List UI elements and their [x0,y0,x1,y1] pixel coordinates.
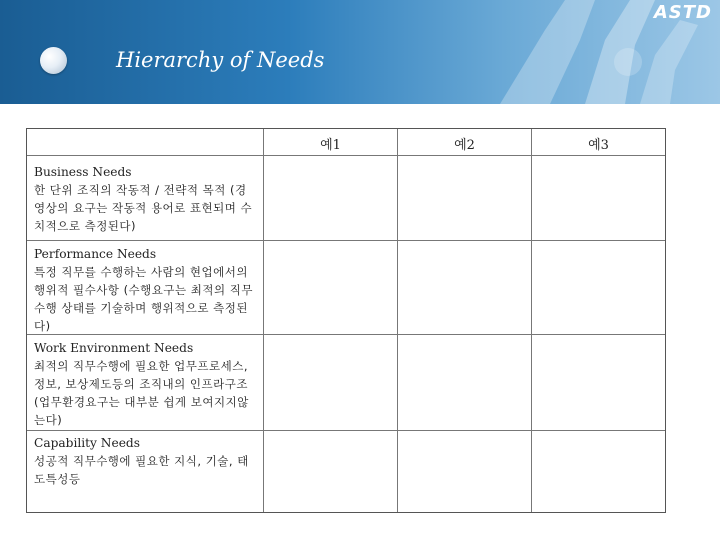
page-title: Hierarchy of Needs [116,48,325,72]
row-work-environment-needs [34,339,258,429]
row-label: Capability Needs [34,436,140,450]
row-description: 한 단위 조직의 작동적 / 전략적 목적 (경영상의 요구는 작동적 용어로 표현되며 수치적으로 측정된다) [34,183,253,233]
column-header-2: 예2 [454,138,475,153]
column-header-3: 예3 [588,138,609,153]
row-label: Business Needs [34,165,132,179]
title-banner [0,0,720,104]
row-label: Performance Needs [34,247,157,261]
row-description: 최적의 직무수행에 필요한 업무프로세스, 정보, 보상제도등의 조직내의 인프라구조 (업무환경요구는 대부분 쉽게 보여지지않는다) [34,359,249,427]
row-description: 성공적 직무수행에 필요한 지식, 기술, 태도특성등 [34,454,249,486]
needs-table [26,128,666,513]
row-business-needs [34,163,258,235]
row-description: 특정 직무를 수행하는 사람의 현업에서의 행위적 필수사항 (수행요구는 최적의 직무수행 상태를 기술하며 행위적으로 측정된다) [34,265,253,333]
column-header-1: 예1 [320,138,341,153]
row-performance-needs [34,245,258,335]
astd-logo: ASTD [653,2,712,23]
bullet-icon [40,47,67,74]
row-capability-needs [34,434,258,488]
row-label: Work Environment Needs [34,341,194,355]
